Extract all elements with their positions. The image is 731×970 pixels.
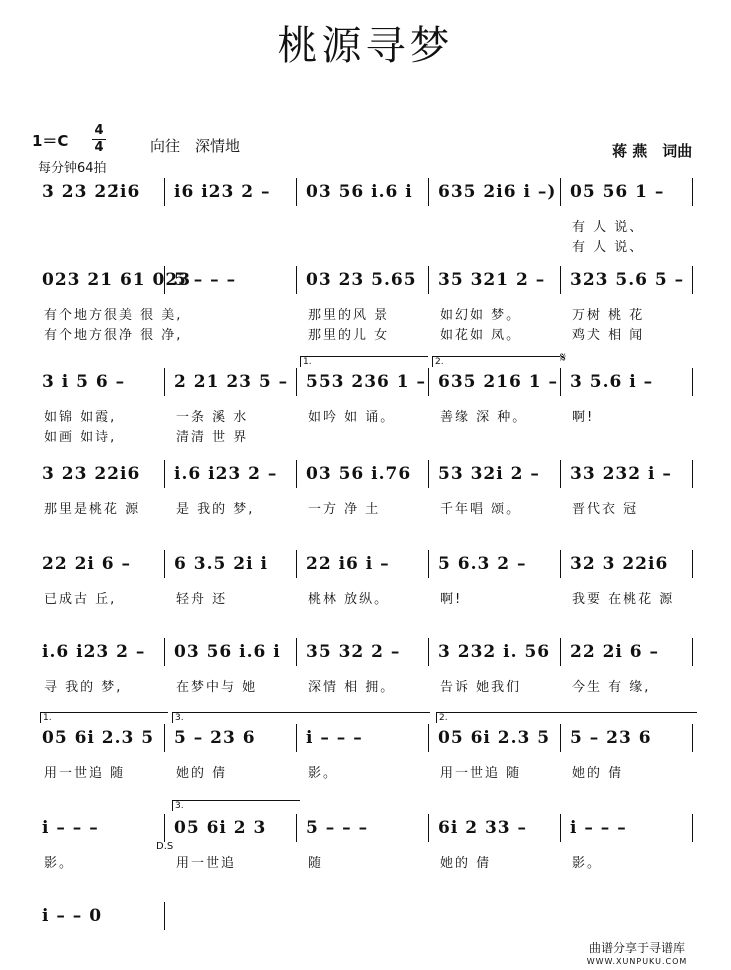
measure: 5 – 23 6 bbox=[570, 728, 652, 748]
lyric-verse-1: 告诉 她我们 bbox=[440, 680, 522, 695]
measure: 35 32 2 – bbox=[306, 642, 401, 662]
lyric-verse-1: 有 人 说、 bbox=[572, 220, 645, 235]
measure: 53 32i 2 – bbox=[438, 464, 540, 484]
segno-mark: 𝄋 bbox=[560, 350, 567, 366]
footer-credit bbox=[572, 942, 702, 968]
barline bbox=[560, 368, 561, 396]
lyric-verse-1: 用一世追 随 bbox=[440, 766, 522, 781]
mood-marking: 向往 深情地 bbox=[150, 137, 241, 155]
lyric-verse-1: 一方 净 土 bbox=[308, 502, 381, 517]
barline bbox=[560, 460, 561, 488]
barline bbox=[296, 814, 297, 842]
barline bbox=[428, 266, 429, 294]
staff-row bbox=[36, 266, 696, 343]
lyric-verse-1: 桃林 放纵。 bbox=[308, 592, 390, 607]
measure: 05 56 1 – bbox=[570, 182, 665, 202]
lyric-verse-1: 今生 有 缘, bbox=[572, 680, 651, 695]
barline bbox=[296, 638, 297, 666]
time-sig-bottom: 4 bbox=[92, 139, 106, 156]
measure: i – – – bbox=[42, 818, 99, 838]
staff-row bbox=[36, 724, 696, 781]
barline bbox=[296, 724, 297, 752]
lyric-verse-2: 鸡犬 相 闻 bbox=[572, 328, 645, 343]
footer-line1: 曲谱分享于寻谱库 bbox=[588, 941, 685, 955]
measure: 5 6.3 2 – bbox=[438, 554, 527, 574]
lyric-verse-1: 善缘 深 种。 bbox=[440, 410, 528, 425]
barline bbox=[428, 550, 429, 578]
barline bbox=[164, 724, 165, 752]
measure: 3 i 5 6 – bbox=[42, 372, 126, 392]
measure: 6i 2 33 – bbox=[438, 818, 528, 838]
measure: 03 56 i.76 bbox=[306, 464, 412, 484]
lyric-verse-2: 如画 如诗, bbox=[44, 430, 117, 445]
lyric-verse-1: 她的 倩 bbox=[176, 766, 228, 781]
barline bbox=[164, 814, 165, 842]
measure: 5 – – – bbox=[174, 270, 237, 290]
measure: 33 232 i – bbox=[570, 464, 672, 484]
measure: 5 – – – bbox=[306, 818, 369, 838]
lyric-verse-1: 已成古 丘, bbox=[44, 592, 117, 607]
barline bbox=[428, 368, 429, 396]
author-credit: 蒋 燕 词曲 bbox=[612, 142, 693, 160]
measure: 023 21 61 023 bbox=[42, 270, 192, 290]
lyric-verse-1: 用一世追 随 bbox=[44, 766, 126, 781]
page-title: 桃源寻梦 bbox=[277, 23, 454, 69]
ds-mark: D.S bbox=[156, 841, 174, 852]
staff-row bbox=[36, 178, 696, 255]
lyric-verse-1: 那里是桃花 源 bbox=[44, 502, 141, 517]
barline bbox=[560, 724, 561, 752]
measure: 32 3 22i6 bbox=[570, 554, 669, 574]
volta-1b: 1. bbox=[40, 712, 168, 723]
lyric-verse-1: 我要 在桃花 源 bbox=[572, 592, 675, 607]
barline bbox=[296, 368, 297, 396]
lyric-verse-1: 一条 溪 水 bbox=[176, 410, 249, 425]
barline bbox=[164, 368, 165, 396]
measure: 323 5.6 5 – bbox=[570, 270, 685, 290]
barline bbox=[560, 638, 561, 666]
measure: 3 232 i. 56 bbox=[438, 642, 551, 662]
lyric-verse-1: 有个地方很美 很 美, bbox=[44, 308, 183, 323]
barline bbox=[296, 460, 297, 488]
measure: 22 i6 i – bbox=[306, 554, 390, 574]
time-sig-top: 4 bbox=[94, 123, 104, 138]
lyric-verse-2: 如花如 凤。 bbox=[440, 328, 522, 343]
volta-3b: 3. bbox=[172, 800, 300, 811]
staff-row bbox=[36, 550, 696, 607]
measure: i.6 i23 2 – bbox=[174, 464, 278, 484]
measure: i6 i23 2 – bbox=[174, 182, 271, 202]
barline bbox=[164, 550, 165, 578]
volta-3: 3. bbox=[172, 712, 430, 723]
measure: 5 – 23 6 bbox=[174, 728, 256, 748]
barline bbox=[164, 638, 165, 666]
barline bbox=[692, 266, 693, 294]
barline bbox=[692, 178, 693, 206]
lyric-verse-1: 随 bbox=[308, 856, 324, 871]
measure: 05 6i 2 3 bbox=[174, 818, 267, 838]
measure: 05 6i 2.3 5 bbox=[438, 728, 551, 748]
lyric-verse-1: 如锦 如霞, bbox=[44, 410, 117, 425]
measure: i – – – bbox=[570, 818, 627, 838]
lyric-verse-1: 啊! bbox=[440, 592, 463, 607]
time-signature bbox=[92, 123, 106, 156]
lyric-verse-1: 那里的风 景 bbox=[308, 308, 390, 323]
barline bbox=[692, 460, 693, 488]
barline bbox=[428, 638, 429, 666]
measure: i – – – bbox=[306, 728, 363, 748]
lyric-verse-1: 寻 我的 梦, bbox=[44, 680, 123, 695]
lyric-verse-1: 影。 bbox=[44, 856, 75, 871]
barline bbox=[560, 266, 561, 294]
staff-row bbox=[36, 368, 696, 445]
lyric-verse-1: 影。 bbox=[572, 856, 603, 871]
measure: 22 2i 6 – bbox=[42, 554, 132, 574]
lyric-verse-2: 有个地方很净 很 净, bbox=[44, 328, 183, 343]
lyric-verse-1: 用一世追 bbox=[176, 856, 237, 871]
measure: 03 56 i.6 i bbox=[306, 182, 413, 202]
lyric-verse-1: 她的 倩 bbox=[440, 856, 492, 871]
barline bbox=[560, 814, 561, 842]
barline bbox=[560, 550, 561, 578]
barline bbox=[692, 814, 693, 842]
lyric-verse-2: 那里的儿 女 bbox=[308, 328, 390, 343]
measure: 3 5.6 i – bbox=[570, 372, 654, 392]
measure: 03 56 i.6 i bbox=[174, 642, 281, 662]
barline bbox=[428, 460, 429, 488]
lyric-verse-1: 在梦中与 她 bbox=[176, 680, 258, 695]
footer-url: WWW.XUNPUKU.COM bbox=[586, 957, 688, 966]
barline bbox=[164, 178, 165, 206]
barline bbox=[164, 460, 165, 488]
barline bbox=[692, 638, 693, 666]
lyric-verse-1: 啊! bbox=[572, 410, 595, 425]
lyric-verse-1: 如吟 如 诵。 bbox=[308, 410, 396, 425]
lyric-verse-1: 万树 桃 花 bbox=[572, 308, 645, 323]
staff-row bbox=[36, 460, 696, 517]
barline bbox=[296, 266, 297, 294]
lyric-verse-1: 晋代衣 冠 bbox=[572, 502, 639, 517]
barline bbox=[692, 724, 693, 752]
volta-2b: 2. bbox=[436, 712, 697, 723]
volta-1: 1. bbox=[300, 356, 428, 367]
measure: 635 2i6 i –) bbox=[438, 182, 557, 202]
barline bbox=[692, 368, 693, 396]
lyric-verse-1: 千年唱 颂。 bbox=[440, 502, 522, 517]
measure: 3 23 22i6 bbox=[42, 464, 141, 484]
measure: 635 216 1 – bbox=[438, 372, 559, 392]
lyric-verse-2: 清清 世 界 bbox=[176, 430, 249, 445]
barline bbox=[428, 814, 429, 842]
measure: 35 321 2 – bbox=[438, 270, 546, 290]
barline bbox=[428, 724, 429, 752]
measure: 22 2i 6 – bbox=[570, 642, 660, 662]
lyric-verse-1: 如幻如 梦。 bbox=[440, 308, 522, 323]
lyric-verse-1: 深情 相 拥。 bbox=[308, 680, 396, 695]
staff-row bbox=[36, 902, 696, 930]
barline bbox=[164, 902, 165, 930]
tempo-marking: 每分钟64拍 bbox=[38, 161, 107, 176]
barline bbox=[692, 550, 693, 578]
measure: 05 6i 2.3 5 bbox=[42, 728, 155, 748]
measure: 2 21 23 5 – bbox=[174, 372, 289, 392]
measure: 03 23 5.65 bbox=[306, 270, 417, 290]
measure: i.6 i23 2 – bbox=[42, 642, 146, 662]
barline bbox=[164, 266, 165, 294]
measure: 6 3.5 2i i bbox=[174, 554, 268, 574]
staff-row bbox=[36, 638, 696, 695]
lyric-verse-1: 轻舟 还 bbox=[176, 592, 228, 607]
barline bbox=[296, 178, 297, 206]
key-signature: 1＝C bbox=[32, 132, 69, 150]
measure: 3 23 22̄i6 bbox=[42, 182, 141, 202]
lyric-verse-2: 有 人 说、 bbox=[572, 240, 645, 255]
measure: 553 236 1 – bbox=[306, 372, 427, 392]
barline bbox=[296, 550, 297, 578]
lyric-verse-1: 是 我的 梦, bbox=[176, 502, 255, 517]
volta-2: 2. bbox=[432, 356, 560, 367]
measure: i – – 0 bbox=[42, 906, 103, 926]
lyric-verse-1: 她的 倩 bbox=[572, 766, 624, 781]
barline bbox=[560, 178, 561, 206]
barline bbox=[428, 178, 429, 206]
lyric-verse-1: 影。 bbox=[308, 766, 339, 781]
